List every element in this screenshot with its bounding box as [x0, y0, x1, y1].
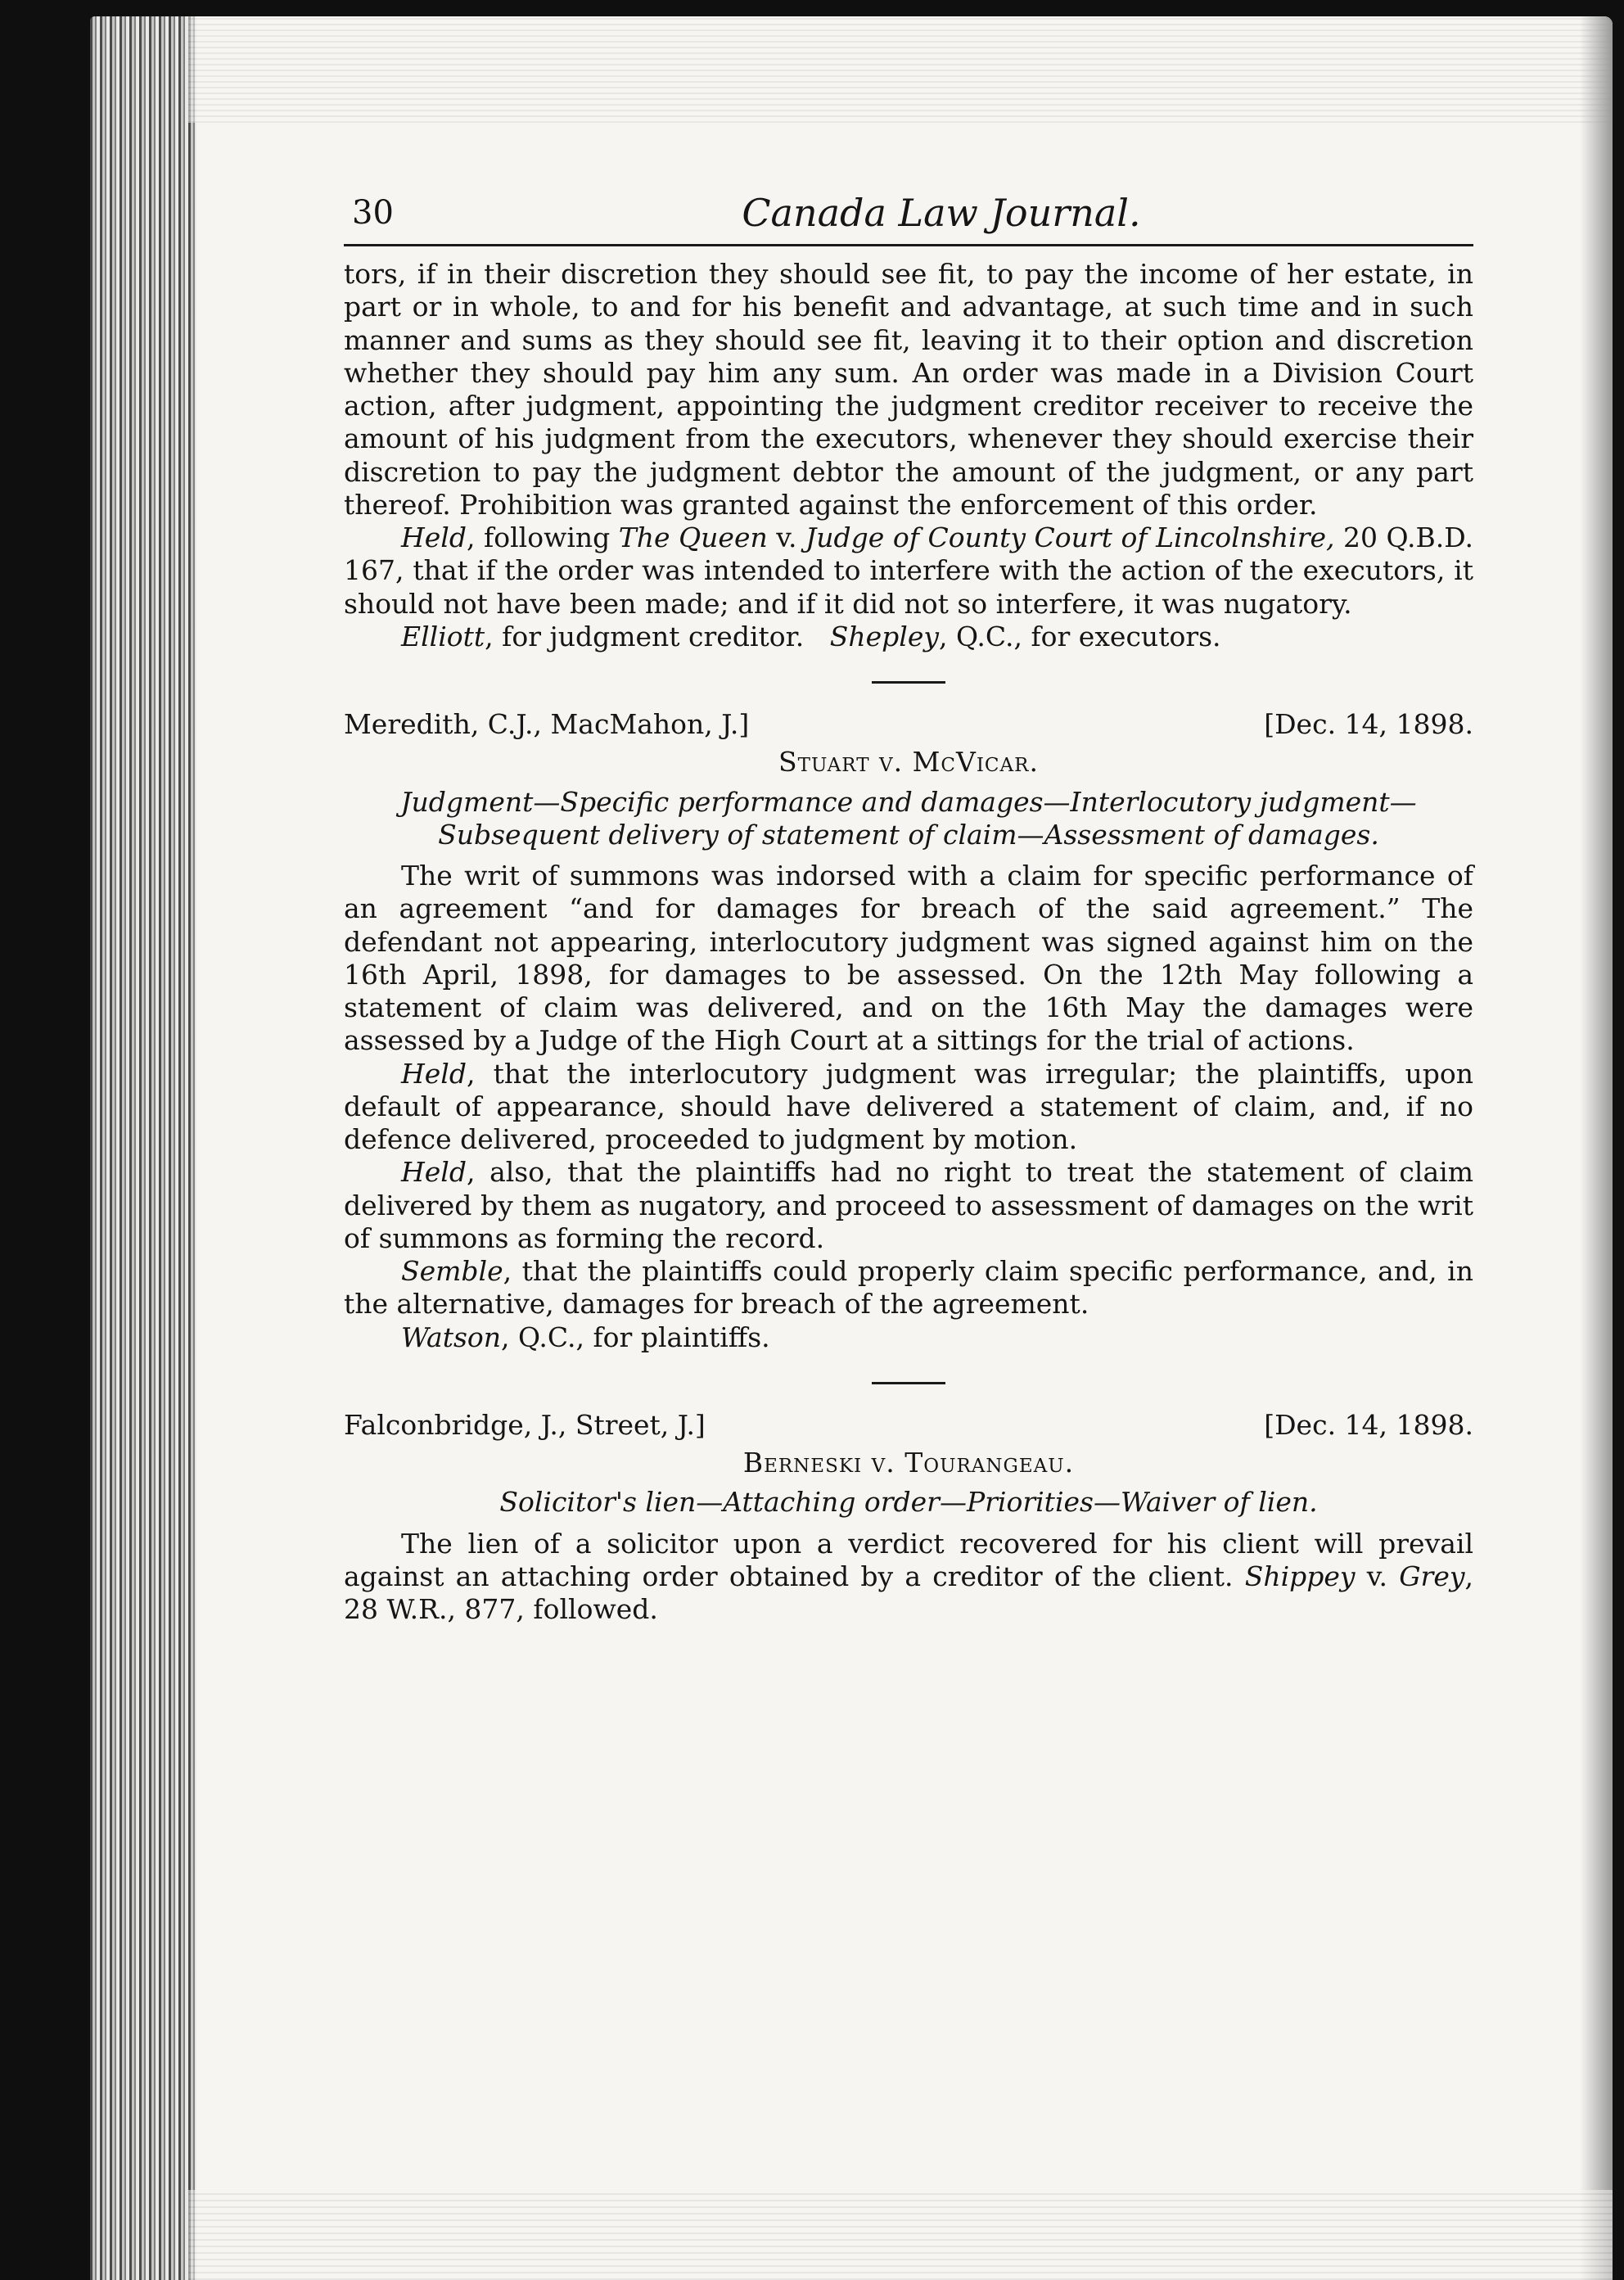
case1-counsel: Elliott, for judgment creditor. Shepley, Q.C., for executors.: [401, 620, 1221, 652]
case3-court-line: [344, 1409, 1473, 1442]
case3-judges: Falconbridge, J., Street, J.]: [344, 1408, 706, 1441]
case2-date: [Dec. 14, 1898.: [1264, 708, 1473, 740]
case2-semble: Semble, that the plaintiffs could properly claim specific performance, and, in the alternative, damages for breach of the agreement.: [344, 1255, 1473, 1321]
case2-judges: Meredith, C.J., MacMahon, J.]: [344, 708, 750, 740]
page-text: [344, 188, 1473, 1626]
section-divider: [872, 681, 945, 684]
section-divider: [872, 1382, 945, 1384]
case2-held-2: Held, also, that the plaintiffs had no right to treat the statement of claim delivered by them as nugatory, and proceed to assessment of damages on the writ of summons as forming the record.: [344, 1156, 1473, 1254]
running-header: [344, 188, 1473, 246]
binding-gutter: [90, 16, 196, 2280]
page-edge-shadow: [1580, 16, 1613, 2280]
case2-title: Stuart v. McVicar.: [778, 746, 1039, 779]
page-number: 30: [352, 194, 394, 232]
case1-paragraph: tors, if in their discretion they should see fit, to pay the income of her estate, in part or in whole, to and for his benefit and advantage, at such time and in such manner and sums as they should see fit, leaving it to their option and discretion whether they should pay him any sum. An order was made in a Division Court action, after judgment, appointing the judgment creditor receiver to receive the amount of his judgment from the executors, whenever they should exercise their discretion to pay the judgment debtor the amount of the judgment, or any part thereof. Prohibition was granted against the enforcement of this order.: [344, 258, 1473, 521]
case2-paragraph: The writ of summons was indorsed with a claim for specific performance of an agreement “and for damages for breach of the said agreement.” The defendant not appearing, interlocutory judgment was signed against him on the 16th April, 1898, for damages to be assessed. On the 12th May following a statement of claim was delivered, and on the 16th May the damages were assessed by a Judge of the High Court at a sittings for the trial of actions.: [344, 860, 1473, 1057]
case2-held-1: Held, that the interlocutory judgment was irregular; the plaintiffs, upon default of appearance, should have delivered a statement of claim, and, if no defence delivered, proceeded to judgment by motion.: [344, 1057, 1473, 1155]
case3-date: [Dec. 14, 1898.: [1264, 1408, 1473, 1441]
scan-noise-top: [188, 16, 1613, 123]
case3-headnote: Solicitor's lien—Attaching order—Priorities—Waiver of lien.: [499, 1486, 1318, 1519]
case2-headnote: Judgment—Specific performance and damages—Interlocutory judgment— Subsequent delivery of statement of claim—Assessment of damages.: [400, 785, 1417, 851]
case3-title: Berneski v. Tourangeau.: [742, 1447, 1075, 1479]
case2-court-line: [344, 708, 1473, 741]
case3-paragraph: The lien of a solicitor upon a verdict recovered for his client will prevail against an attaching order obtained by a creditor of the client. Shippey v. Grey, 28 W.R., 877, followed.: [344, 1527, 1473, 1625]
case2-counsel: Watson, Q.C., for plaintiffs.: [401, 1321, 770, 1353]
journal-title: Canada Law Journal.: [742, 191, 1141, 235]
scan-noise-bottom: [188, 2190, 1613, 2280]
case1-held: Held, following The Queen v. Judge of County Court of Lincolnshire, 20 Q.B.D. 167, that if the order was intended to interfere with the action of the executors, it should not have been made; and if it did not so interfere, it was nugatory.: [344, 521, 1473, 620]
